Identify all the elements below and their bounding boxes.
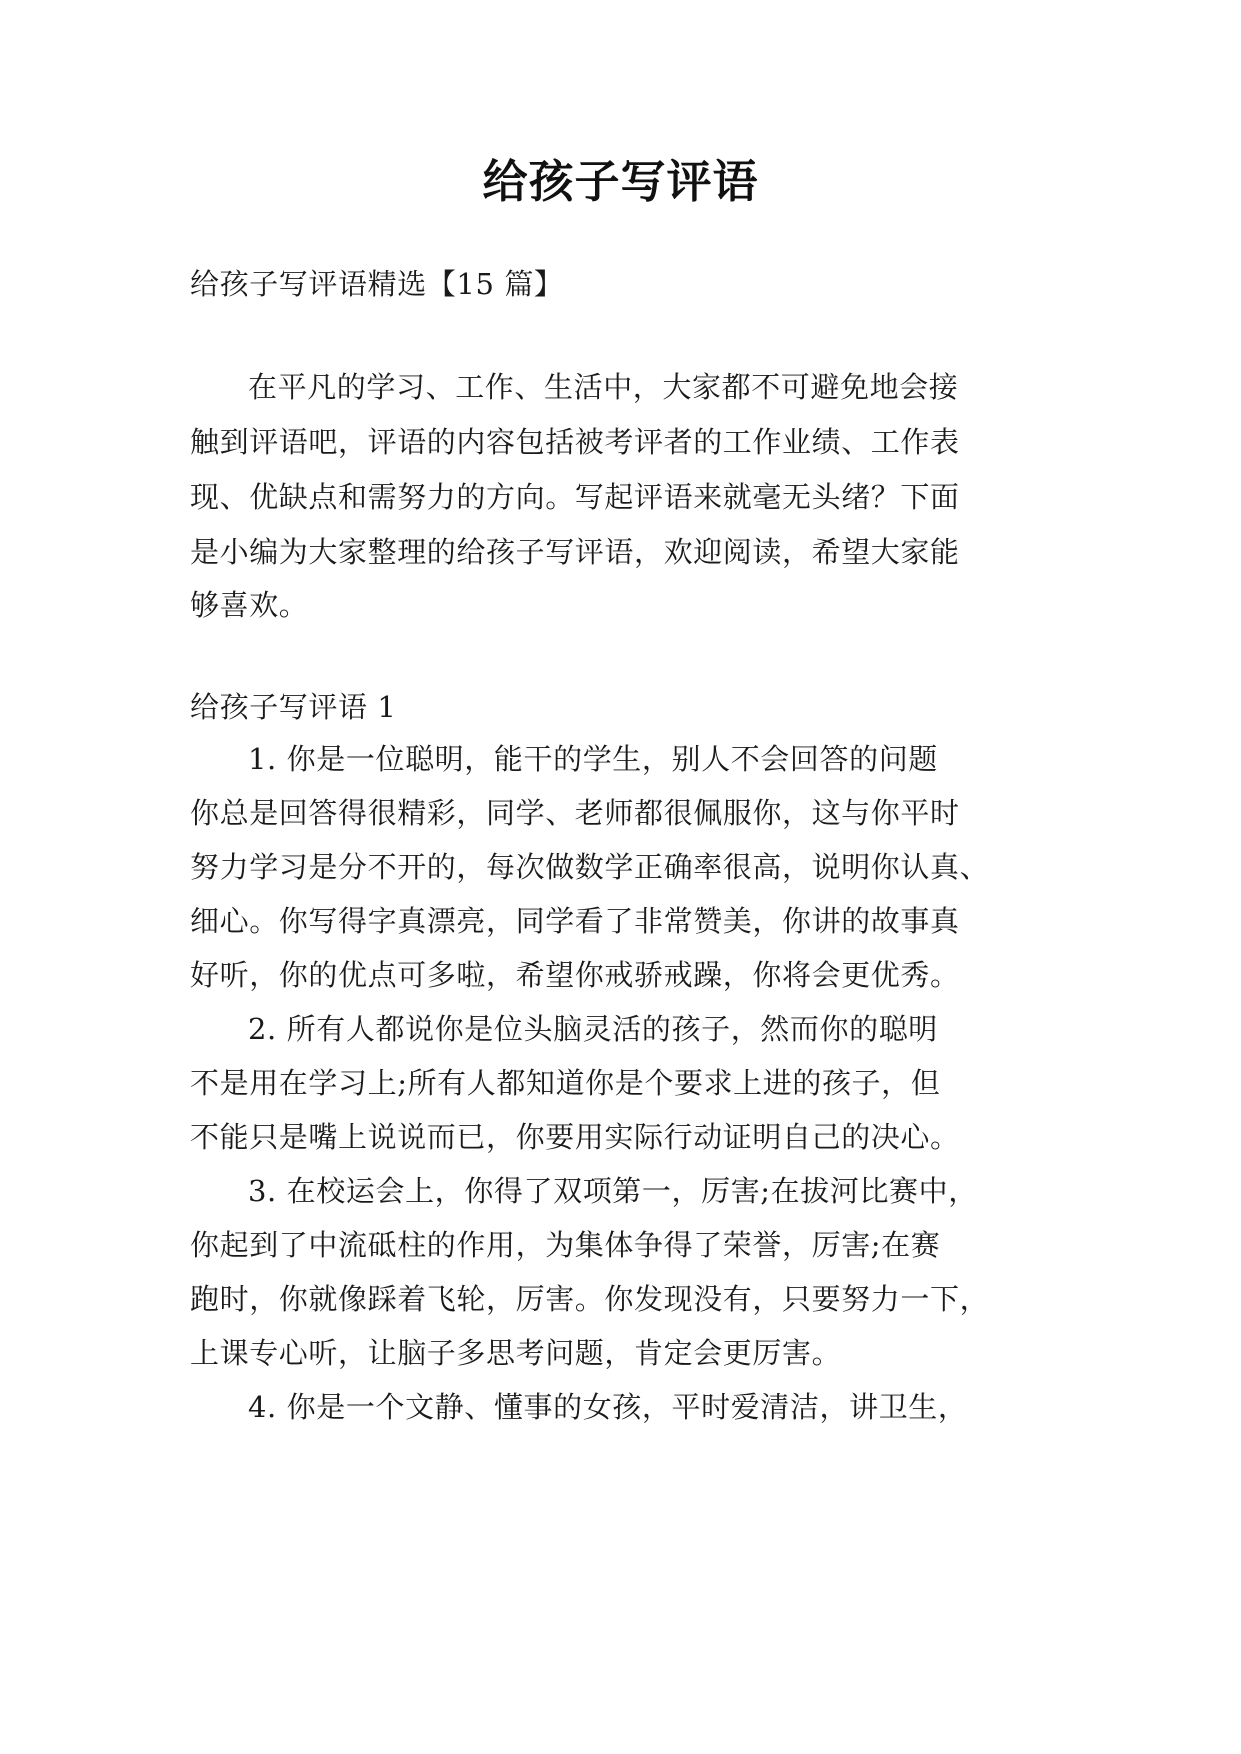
document-subtitle: 给孩子写评语精选【15 篇】 bbox=[190, 267, 564, 301]
body-line: 不是用在学习上;所有人都知道你是个要求上进的孩子，但 bbox=[190, 1066, 941, 1100]
body-line: 上课专心听，让脑子多思考问题，肯定会更厉害。 bbox=[190, 1336, 842, 1370]
body-line: 不能只是嘴上说说而已，你要用实际行动证明自己的决心。 bbox=[190, 1120, 960, 1154]
intro-line: 够喜欢。 bbox=[190, 588, 309, 622]
body-line: 细心。你写得字真漂亮，同学看了非常赞美，你讲的故事真 bbox=[190, 904, 960, 938]
intro-line: 现、优缺点和需努力的方向。写起评语来就毫无头绪？下面 bbox=[190, 480, 960, 514]
intro-line: 触到评语吧，评语的内容包括被考评者的工作业绩、工作表 bbox=[190, 425, 960, 459]
document-title: 给孩子写评语 bbox=[482, 155, 759, 208]
intro-line: 在平凡的学习、工作、生活中，大家都不可避免地会接 bbox=[248, 370, 959, 404]
body-line: 好听，你的优点可多啦，希望你戒骄戒躁，你将会更优秀。 bbox=[190, 958, 960, 992]
body-line: 2. 所有人都说你是位头脑灵活的孩子，然而你的聪明 bbox=[248, 1012, 938, 1046]
body-line: 4. 你是一个文静、懂事的女孩，平时爱清洁，讲卫生， bbox=[248, 1390, 968, 1424]
body-line: 1. 你是一位聪明，能干的学生，别人不会回答的问题 bbox=[248, 742, 938, 776]
section-heading: 给孩子写评语 1 bbox=[190, 690, 397, 724]
intro-line: 是小编为大家整理的给孩子写评语，欢迎阅读，希望大家能 bbox=[190, 535, 960, 569]
body-line: 努力学习是分不开的，每次做数学正确率很高，说明你认真、 bbox=[190, 850, 990, 884]
body-line: 跑时，你就像踩着飞轮，厉害。你发现没有，只要努力一下， bbox=[190, 1282, 990, 1316]
body-line: 3. 在校运会上，你得了双项第一，厉害;在拔河比赛中， bbox=[248, 1174, 978, 1208]
body-line: 你起到了中流砥柱的作用，为集体争得了荣誉，厉害;在赛 bbox=[190, 1228, 941, 1262]
body-line: 你总是回答得很精彩，同学、老师都很佩服你，这与你平时 bbox=[190, 796, 960, 830]
